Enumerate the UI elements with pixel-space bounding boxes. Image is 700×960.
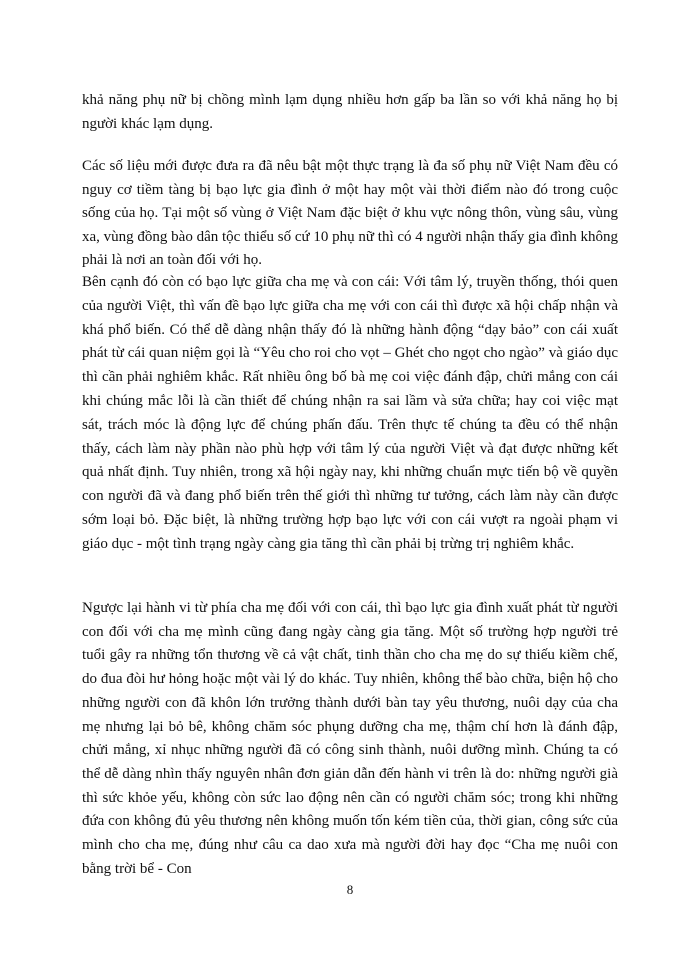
paragraph-child-parent-violence: Ngược lại hành vi từ phía cha mẹ đối với con cái, thì bạo lực gia đình xuất phát từ người con đối với cha mẹ mình cũng đang ngày càng gia tăng. Một số trường hợp người trẻ tuổi gây ra những tổn thương về cả vật chất, tinh thần cho cha mẹ do sự thiếu kiềm chế, do đua đòi hư hỏng hoặc một vài lý do khác. Tuy nhiên, không thể bào chữa, biện hộ cho những người con đã khôn lớn trưởng thành dưới bàn tay yêu thương, nuôi dạy của cha mẹ nhưng lại bỏ bê, không chăm sóc phụng dưỡng cha mẹ, thậm chí hơn là đánh đập, chửi mắng, xỉ nhục những người đã có công sinh thành, nuôi dưỡng mình. Chúng ta có thể dễ dàng nhìn thấy nguyên nhân đơn giản dẫn đến hành vi trên là do: những người già thì sức khỏe yếu, không còn sức lao động nên cần có người chăm sóc; trong khi những đứa con không đủ yêu thương nên không muốn tốn kém tiền của, thời gian, công sức của mình cho cha mẹ, đúng như câu ca dao xưa mà người đời hay đọc “Cha mẹ nuôi con bằng trời bể - Con bbox=[82, 600, 618, 877]
paragraph-parent-child-violence: Bên cạnh đó còn có bạo lực giữa cha mẹ và con cái: Với tâm lý, truyền thống, thói quen của người Việt, thì vấn đề bạo lực giữa cha mẹ với con cái thì được xã hội chấp nhận và khá phổ biến. Có thể dễ dàng nhận thấy đó là những hành động “dạy bảo” con cái xuất phát từ cái quan niệm gọi là “Yêu cho roi cho vọt – Ghét cho ngọt cho ngào” và giáo dục thì cần phải nghiêm khắc. Rất nhiều ông bố bà mẹ coi việc đánh đập, chửi mắng con cái khi chúng mắc lỗi là cần thiết để chúng nhận ra sai lầm và sửa chữa; hay coi việc mạt sát, trách móc là động lực để chúng phấn đấu. Trên thực tế chúng ta đều có thể nhận thấy, cách làm này phần nào phù hợp với tâm lý của người Việt và đạt được những kết quả nhất định. Tuy nhiên, trong xã hội ngày nay, khi những chuẩn mực tiến bộ về quyền con người đã và đang phổ biến trên thế giới thì những tư tưởng, cách làm này cần được sớm loại bỏ. Đặc biệt, là những trường hợp bạo lực với con cái vượt ra ngoài phạm vi giáo dục - một tình trạng ngày càng gia tăng thì cần phải bị trừng trị nghiêm khắc. bbox=[82, 274, 618, 552]
paragraph-continuation: khả năng phụ nữ bị chồng mình lạm dụng nhiều hơn gấp ba lần so với khả năng họ bị người khác lạm dụng. bbox=[82, 92, 618, 132]
paragraph-statistics: Các số liệu mới được đưa ra đã nêu bật một thực trạng là đa số phụ nữ Việt Nam đều có nguy cơ tiềm tàng bị bạo lực gia đình ở một hay một vài thời điểm nào đó trong cuộc sống của họ. Tại một số vùng ở Việt Nam đặc biệt ở khu vực nông thôn, vùng sâu, vùng xa, vùng đồng bào dân tộc thiểu số cứ 10 phụ nữ thì có 4 người nhận thấy gia đình không phải là nơi an toàn đối với họ. bbox=[82, 158, 618, 269]
page-number: 8 bbox=[346, 882, 354, 897]
